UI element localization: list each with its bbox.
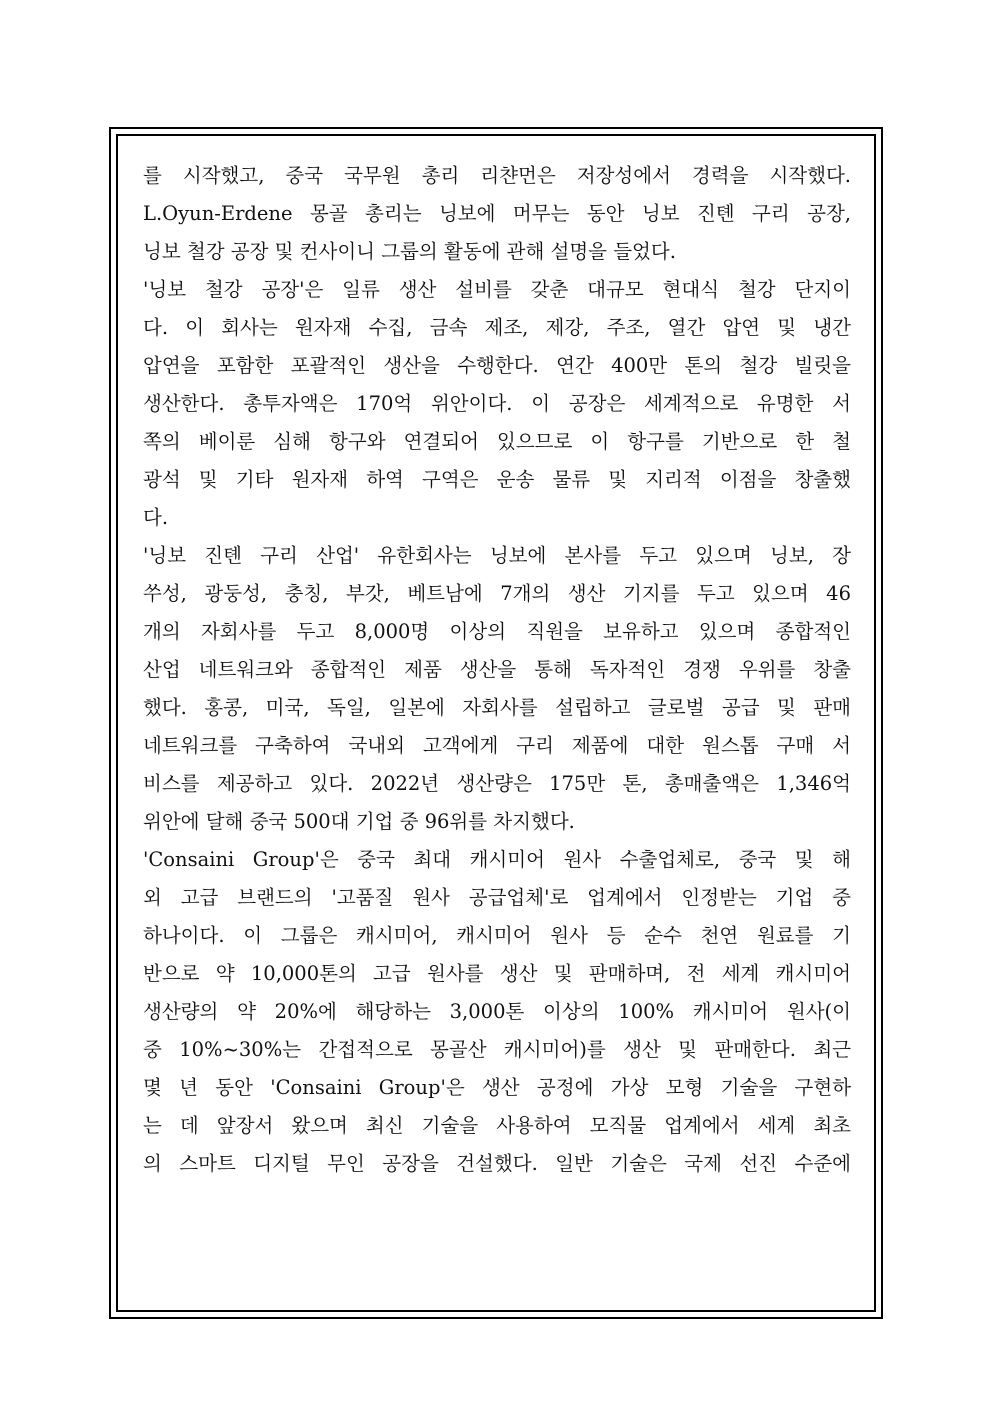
text-line: 중 10%~30%는 간접적으로 몽골산 캐시미어)를 생산 및 판매한다. 최근 [143,1038,851,1061]
text-line: 몇 년 동안 'Consaini Group'은 생산 공정에 가상 모형 기술을 구현하 [143,1076,851,1099]
text-line: 쪽의 베이룬 심해 항구와 연결되어 있으므로 이 항구를 기반으로 한 철 [143,430,851,453]
text-line: 했다. 홍콩, 미국, 독일, 일본에 자회사를 설립하고 글로벌 공급 및 판매 [143,696,851,719]
paragraph [143,271,851,537]
text-line: '닝보 진톈 구리 산업' 유한회사는 닝보에 본사를 두고 있으며 닝보, 장 [143,544,851,567]
text-line: 의 스마트 디지털 무인 공장을 건설했다. 일반 기술은 국제 선진 수준에 [143,1152,851,1175]
text-line: 쑤성, 광둥성, 충칭, 부갓, 베트남에 7개의 생산 기지를 두고 있으며 46 [143,582,851,605]
paragraph [143,157,851,271]
text-line: 는 데 앞장서 왔으며 최신 기술을 사용하여 모직물 업계에서 세계 최초 [143,1114,851,1137]
text-line: 외 고급 브랜드의 '고품질 원사 공급업체'로 업계에서 인정받는 기업 중 [143,886,851,909]
text-line: 비스를 제공하고 있다. 2022년 생산량은 175만 톤, 총매출액은 1,346억 [143,772,851,795]
text-line: 다. [143,506,169,529]
text-line: 광석 및 기타 원자재 하역 구역은 운송 물류 및 지리적 이점을 창출했 [143,468,851,491]
text-line: 개의 자회사를 두고 8,000명 이상의 직원을 보유하고 있으며 종합적인 [143,620,851,643]
text-line: 반으로 약 10,000톤의 고급 원사를 생산 및 판매하며, 전 세계 캐시미어 [143,962,851,985]
text-line: 산업 네트워크와 종합적인 제품 생산을 통해 독자적인 경쟁 우위를 창출 [143,658,851,681]
text-line: 를 시작했고, 중국 국무원 총리 리챤먼은 저장성에서 경력을 시작했다. [143,164,851,187]
text-line: '닝보 철강 공장'은 일류 생산 설비를 갖춘 대규모 현대식 철강 단지이 [143,278,851,301]
paragraph [143,841,851,1183]
text-line: 닝보 철강 공장 및 컨사이니 그룹의 활동에 관해 설명을 들었다. [143,240,676,263]
document-body [143,157,851,1183]
paragraph [143,537,851,841]
text-line: 다. 이 회사는 원자재 수집, 금속 제조, 제강, 주조, 열간 압연 및 냉간 [143,316,851,339]
text-line: 생산량의 약 20%에 해당하는 3,000톤 이상의 100% 캐시미어 원사(이 [143,1000,851,1023]
text-line: 하나이다. 이 그룹은 캐시미어, 캐시미어 원사 등 순수 천연 원료를 기 [143,924,851,947]
text-line: L.Oyun-Erdene 몽골 총리는 닝보에 머무는 동안 닝보 진톈 구리 공장, [143,202,851,225]
text-line: 생산한다. 총투자액은 170억 위안이다. 이 공장은 세계적으로 유명한 서 [143,392,851,415]
text-line: 'Consaini Group'은 중국 최대 캐시미어 원사 수출업체로, 중국 및 해 [143,848,851,871]
text-line: 압연을 포함한 포괄적인 생산을 수행한다. 연간 400만 톤의 철강 빌릿을 [143,354,851,377]
text-line: 위안에 달해 중국 500대 기업 중 96위를 차지했다. [143,810,575,833]
text-line: 네트워크를 구축하여 국내외 고객에게 구리 제품에 대한 원스톱 구매 서 [143,734,851,757]
